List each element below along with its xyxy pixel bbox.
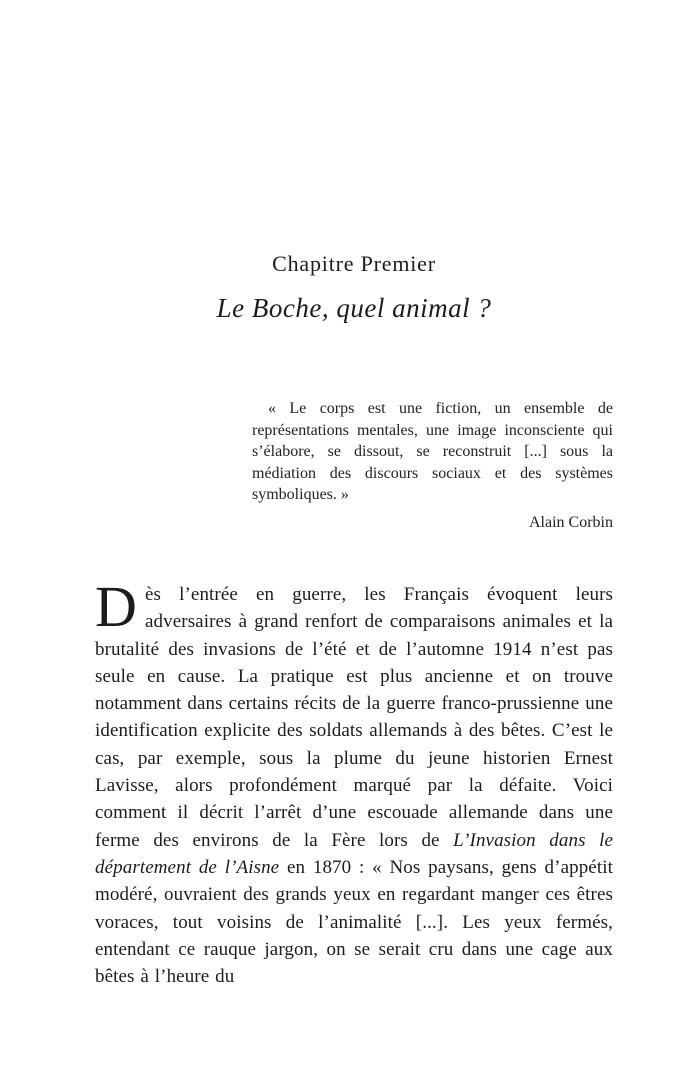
chapter-heading: Chapitre Premier	[272, 251, 436, 276]
epigraph-attribution: Alain Corbin	[529, 513, 613, 531]
cited-book-title: L’Invasion dans le département de l’Aisne	[95, 829, 614, 878]
paragraph-segment-after: en 1870 : « Nos paysans, gens d’appétit modéré, ouvraient des grands yeux en regardant manger ces êtres voraces, tout voisins de l’animalité [...]. Les yeux fermés, entendant ce rauque jargon, on se serait cru dans une cage aux bêtes à l’heure du	[95, 856, 613, 988]
paragraph-text	[95, 574, 614, 990]
epigraph-block	[252, 398, 613, 534]
dropcap-letter: D	[95, 574, 137, 639]
epigraph-text: « Le corps est une fiction, un ensemble de représentations mentales, une image inconsciente qui s’élabore, se dissout, se reconstruit [...] sous la médiation des discours sociaux et des systèmes symboliques. »	[252, 400, 613, 504]
body-paragraph	[95, 574, 614, 990]
paragraph-segment-before: ès l’entrée en guerre, les Français évoquent leurs adversaires à grand renfort de comparaisons animales et la brutalité des invasions de l’été et de l’automne 1914 n’est pas seule en cause. La pratique est plus ancienne et on trouve notamment dans certains récits de la guerre franco-prussienne une identification explicite des soldats allemands à des bêtes. C’est le cas, par exemple, sous la plume du jeune historien Ernest Lavisse, alors profondément marqué par la défaite. Voici comment il décrit l’arrêt d’une escouade allemande dans une ferme des environs de la Fère lors de	[95, 584, 613, 851]
chapter-title: Le Boche, quel animal ?	[216, 293, 492, 323]
